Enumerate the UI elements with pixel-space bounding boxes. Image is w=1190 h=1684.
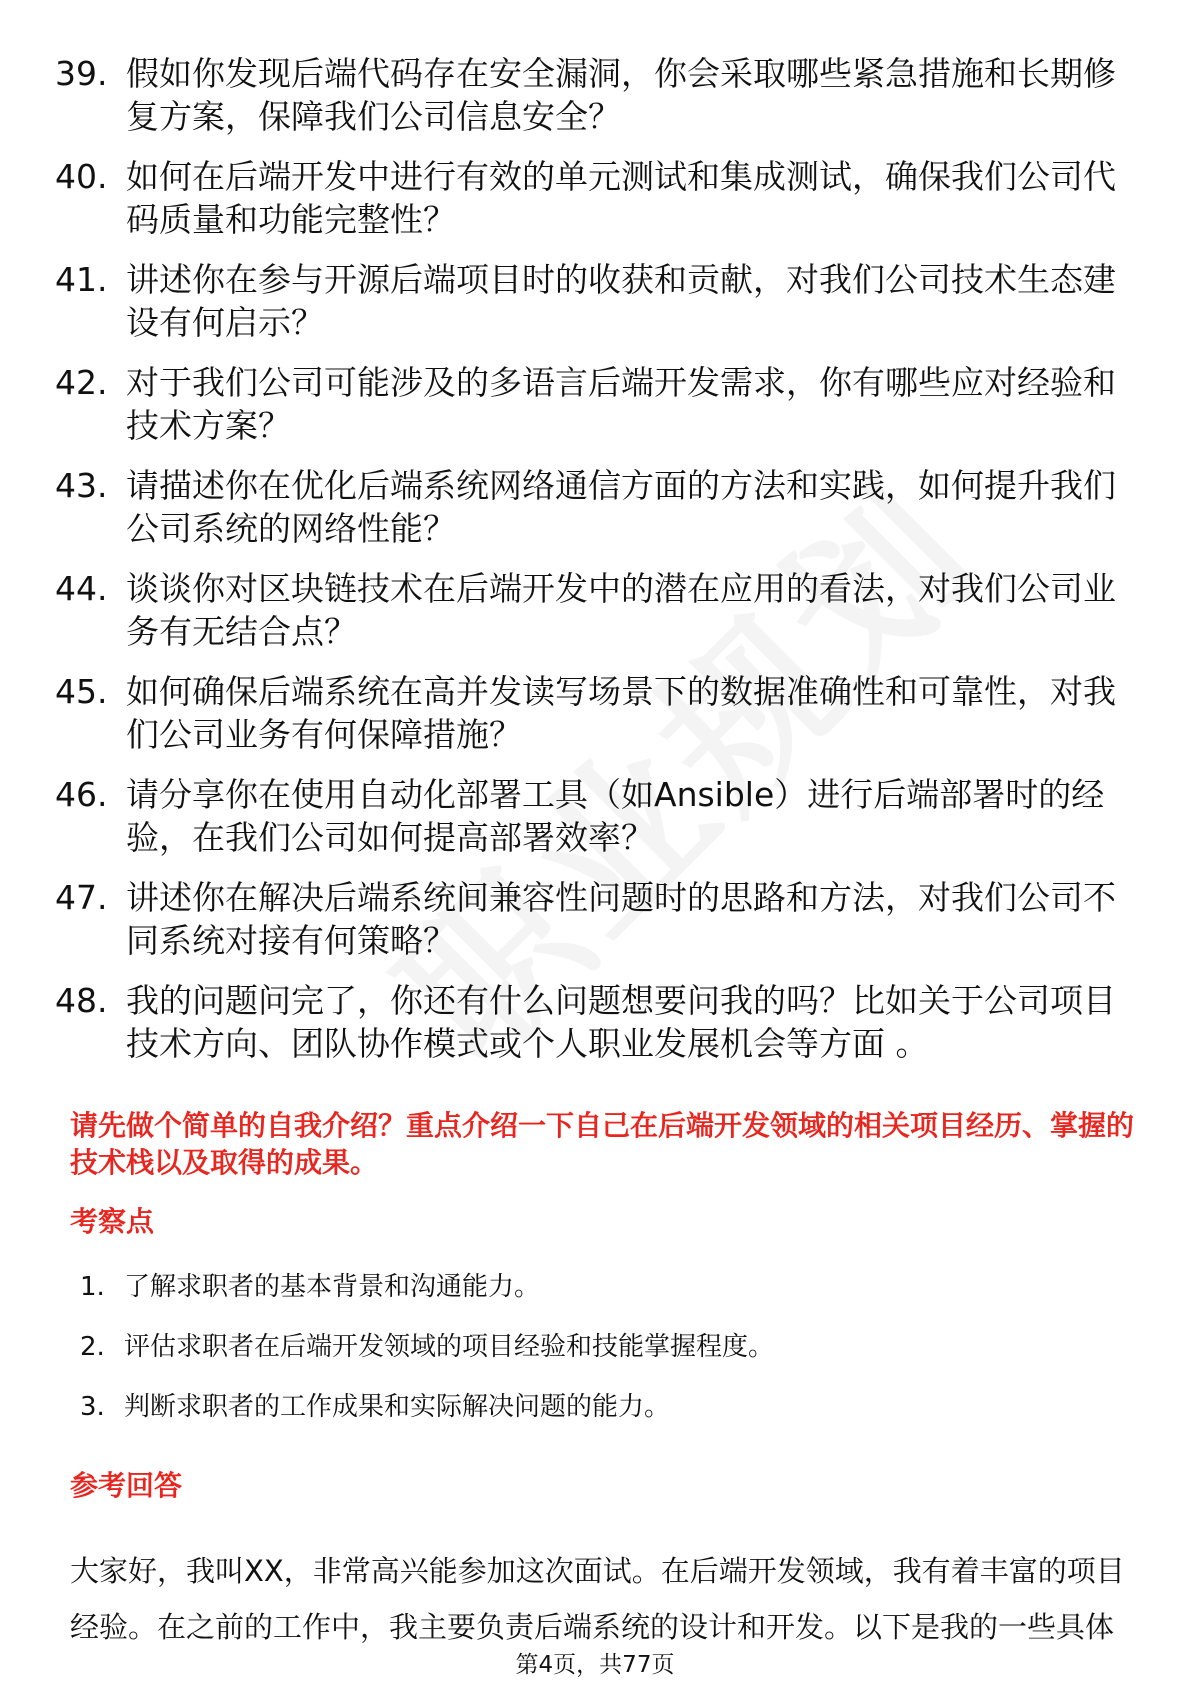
list-item bbox=[55, 670, 1135, 756]
question-text: 假如你发现后端代码存在安全漏洞，你会采取哪些紧急措施和长期修复方案，保障我们公司信息安全？ bbox=[126, 54, 1116, 136]
question-number: 47. bbox=[55, 878, 108, 917]
list-item bbox=[55, 567, 1135, 653]
section-heading-answer: 参考回答 bbox=[70, 1469, 183, 1502]
list-item bbox=[55, 155, 1135, 241]
question-text: 讲述你在参与开源后端项目时的收获和贡献，对我们公司技术生态建设有何启示？ bbox=[126, 260, 1116, 342]
question-text: 我的问题问完了，你还有什么问题想要问我的吗？比如关于公司项目技术方向、团队协作模式或个人职业发展机会等方面 。 bbox=[126, 981, 1116, 1063]
question-number: 46. bbox=[55, 775, 108, 814]
question-text: 谈谈你对区块链技术在后端开发中的潜在应用的看法，对我们公司业务有无结合点？ bbox=[126, 569, 1116, 651]
point-number: 1. bbox=[80, 1272, 105, 1302]
highlighted-question: 请先做个简单的自我介绍？重点介绍一下自己在后端开发领域的相关项目经历、掌握的技术栈以及取得的成果。 bbox=[70, 1109, 1135, 1179]
point-text: 了解求职者的基本背景和沟通能力。 bbox=[124, 1272, 541, 1302]
point-text: 判断求职者的工作成果和实际解决问题的能力。 bbox=[124, 1392, 671, 1422]
answer-paragraph: 大家好，我叫XX，非常高兴能参加这次面试。在后端开发领域，我有着丰富的项目经验。在之前的工作中，我主要负责后端系统的设计和开发。以下是我的一些具体 bbox=[70, 1554, 1125, 1644]
page-footer: 第4页，共77页 bbox=[515, 1652, 675, 1678]
question-text: 如何确保后端系统在高并发读写场景下的数据准确性和可靠性，对我们公司业务有何保障措施？ bbox=[126, 672, 1116, 754]
list-item bbox=[55, 361, 1135, 447]
section-heading-focus: 考察点 bbox=[70, 1205, 155, 1238]
list-item bbox=[55, 258, 1135, 344]
list-item bbox=[55, 979, 1135, 1065]
question-number: 41. bbox=[55, 260, 108, 299]
question-text: 对于我们公司可能涉及的多语言后端开发需求，你有哪些应对经验和技术方案？ bbox=[126, 363, 1116, 445]
list-item bbox=[55, 876, 1135, 962]
list-item bbox=[55, 773, 1135, 859]
list-item bbox=[80, 1330, 1120, 1364]
point-text: 评估求职者在后端开发领域的项目经验和技能掌握程度。 bbox=[124, 1332, 775, 1362]
question-number: 39. bbox=[55, 54, 108, 93]
list-item bbox=[80, 1390, 1120, 1424]
point-number: 2. bbox=[80, 1332, 105, 1362]
point-number: 3. bbox=[80, 1392, 105, 1422]
question-list bbox=[55, 52, 1135, 1082]
question-number: 43. bbox=[55, 466, 108, 505]
list-item bbox=[80, 1270, 1120, 1304]
question-text: 请分享你在使用自动化部署工具（如Ansible）进行后端部署时的经验，在我们公司如何提高部署效率？ bbox=[126, 775, 1105, 857]
focus-point-list bbox=[80, 1270, 1120, 1450]
question-text: 讲述你在解决后端系统间兼容性问题时的思路和方法，对我们公司不同系统对接有何策略？ bbox=[126, 878, 1116, 960]
question-number: 40. bbox=[55, 157, 108, 196]
question-text: 请描述你在优化后端系统网络通信方面的方法和实践，如何提升我们公司系统的网络性能？ bbox=[126, 466, 1116, 548]
question-number: 45. bbox=[55, 672, 108, 711]
question-text: 如何在后端开发中进行有效的单元测试和集成测试，确保我们公司代码质量和功能完整性？ bbox=[126, 157, 1116, 239]
list-item bbox=[55, 464, 1135, 550]
list-item bbox=[55, 52, 1135, 138]
question-number: 48. bbox=[55, 981, 108, 1020]
question-number: 44. bbox=[55, 569, 108, 608]
question-number: 42. bbox=[55, 363, 108, 402]
